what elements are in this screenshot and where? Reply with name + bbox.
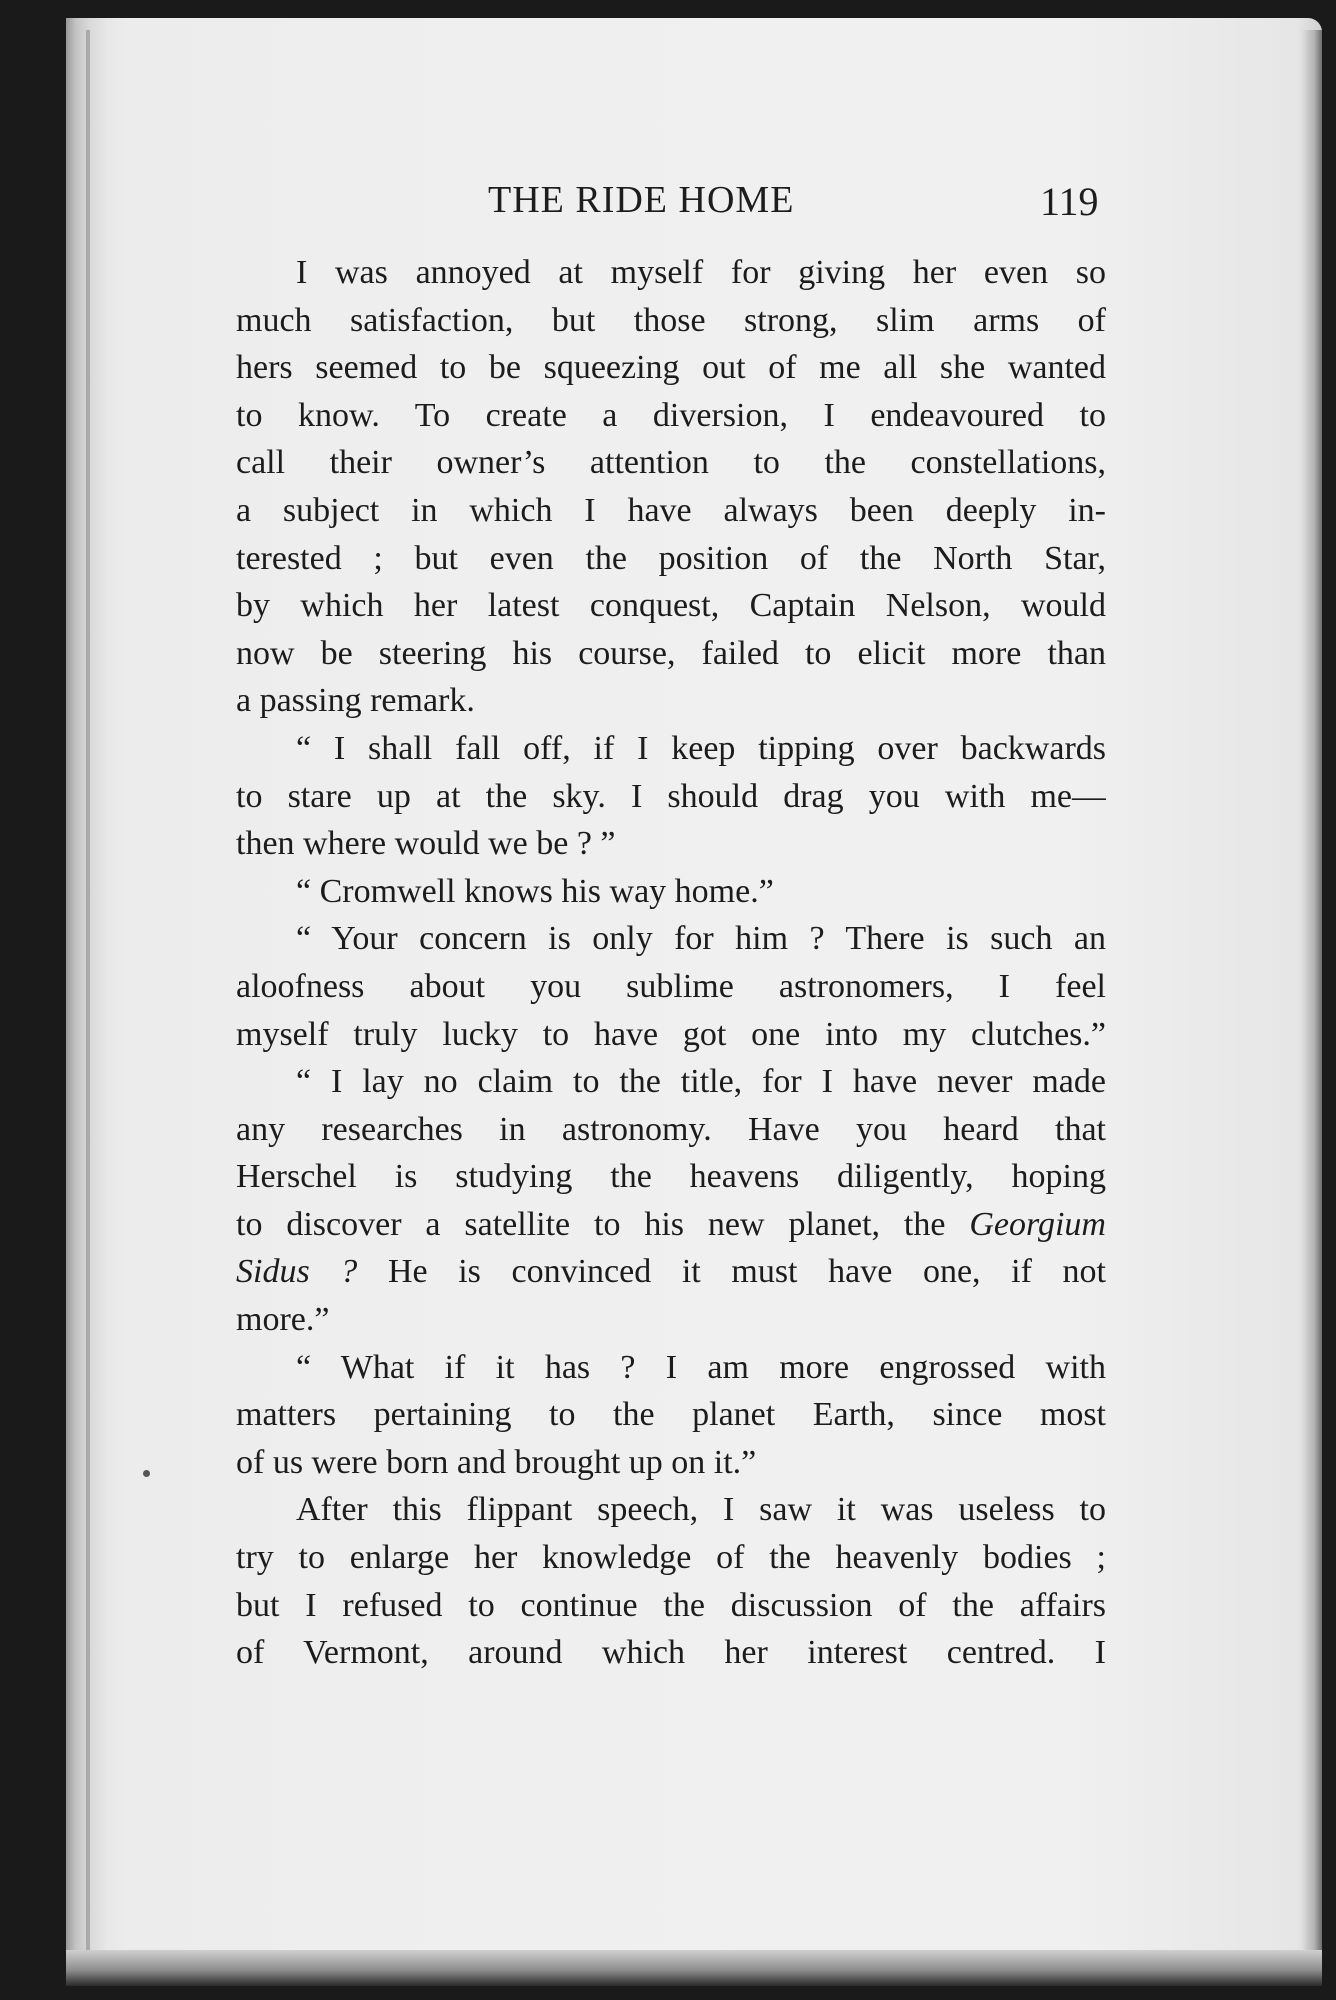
text-line: myself truly lucky to have got one into my clutches.” bbox=[236, 1015, 1106, 1053]
text-line: hers seemed to be squeezing out of me all she wanted bbox=[236, 349, 1106, 387]
text-line: then where would we be ? ” bbox=[236, 825, 616, 863]
text-line: any researches in astronomy. Have you heard that bbox=[236, 1110, 1106, 1148]
text-line: After this flippant speech, I saw it was useless to bbox=[296, 1491, 1106, 1529]
text-line: “ What if it has ? I am more engrossed with bbox=[296, 1348, 1106, 1386]
dust-speck bbox=[143, 1470, 150, 1477]
text-line: call their owner’s attention to the constellations, bbox=[236, 444, 1106, 482]
italic-text: Georgium bbox=[969, 1205, 1106, 1243]
text-line: terested ; but even the position of the North Star, bbox=[236, 539, 1106, 577]
body-text bbox=[236, 249, 1106, 1677]
text-line: but I refused to continue the discussion of the affairs bbox=[236, 1586, 1106, 1624]
text-line: aloofness about you sublime astronomers, I feel bbox=[236, 967, 1106, 1005]
page-number: 119 bbox=[1040, 179, 1099, 224]
text-line: by which her latest conquest, Captain Nelson, would bbox=[236, 587, 1106, 625]
text-line: I was annoyed at myself for giving her even so bbox=[296, 254, 1106, 291]
text-line: of Vermont, around which her interest centred. I bbox=[236, 1634, 1106, 1672]
text-line: matters pertaining to the planet Earth, since most bbox=[236, 1396, 1106, 1434]
page-right-edge bbox=[1302, 30, 1322, 1960]
running-head: THE RIDE HOME bbox=[488, 179, 795, 221]
binding-line bbox=[86, 30, 90, 1970]
italic-text: Sidus ? bbox=[236, 1253, 358, 1291]
text-line bbox=[236, 1248, 1106, 1296]
text-line-part: He is convinced it must have one, if not bbox=[357, 1253, 1106, 1291]
text-line: now be steering his course, failed to elicit more than bbox=[236, 634, 1106, 672]
text-line-part: to discover a satellite to his new planet, the bbox=[236, 1205, 970, 1243]
text-line: a passing remark. bbox=[236, 682, 475, 720]
text-line: “ I lay no claim to the title, for I have never made bbox=[296, 1063, 1106, 1101]
text-line: “ Your concern is only for him ? There is such an bbox=[296, 920, 1106, 958]
text-line: Herschel is studying the heavens diligently, hoping bbox=[236, 1158, 1106, 1196]
text-line: a subject in which I have always been deeply in- bbox=[236, 491, 1106, 529]
text-line: to stare up at the sky. I should drag you with me— bbox=[236, 777, 1106, 815]
text-line: to know. To create a diversion, I endeavoured to bbox=[236, 396, 1106, 434]
text-line: try to enlarge her knowledge of the heavenly bodies ; bbox=[236, 1539, 1106, 1577]
text-line: of us were born and brought up on it.” bbox=[236, 1443, 757, 1481]
text-line: “ Cromwell knows his way home.” bbox=[296, 872, 774, 910]
text-line: “ I shall fall off, if I keep tipping over backwards bbox=[296, 729, 1106, 767]
text-line bbox=[236, 1201, 1106, 1249]
text-line: much satisfaction, but those strong, slim arms of bbox=[236, 301, 1106, 339]
page-bottom-edge bbox=[66, 1950, 1322, 1986]
text-line: more.” bbox=[236, 1301, 330, 1339]
